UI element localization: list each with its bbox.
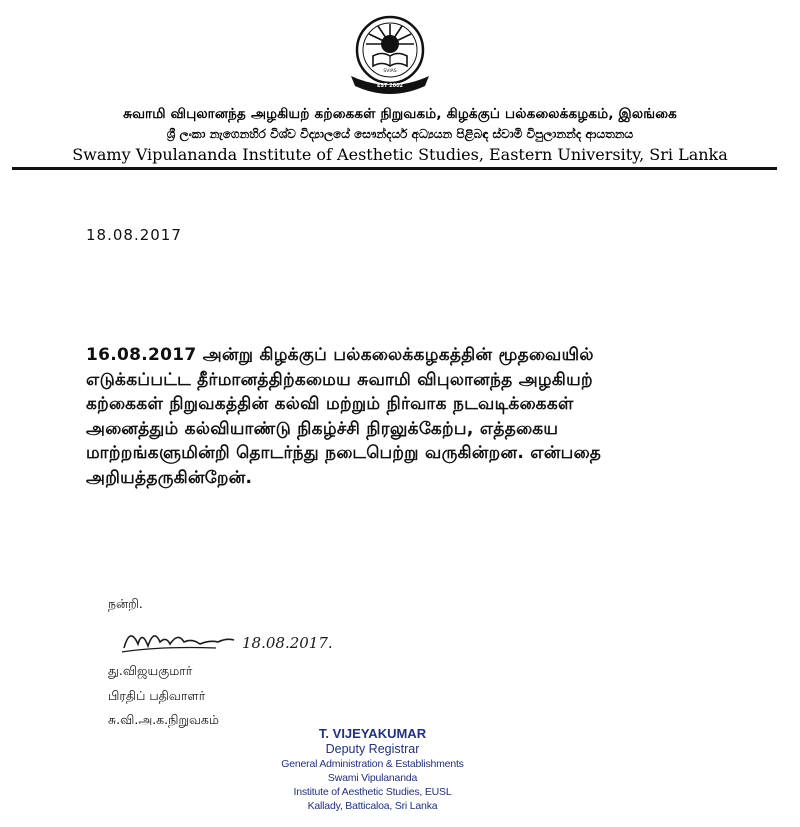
body-line: அறியத்தருகின்றேன். bbox=[86, 467, 253, 488]
signatory-title: பிரதிப் பதிவாளர் bbox=[108, 688, 206, 703]
stamp-line: General Administration & Establishments bbox=[281, 758, 464, 770]
letter-body bbox=[86, 343, 726, 490]
body-line: மாற்றங்களுமின்றி தொடர்ந்து நடைபெற்று வருகின்றன. என்பதை bbox=[86, 443, 602, 463]
official-stamp bbox=[265, 726, 480, 813]
svg-text:18.08.2017.: 18.08.2017. bbox=[242, 634, 333, 652]
letterhead-english-name: Swamy Vipulananda Institute of Aesthetic Studies, Eastern University, Sri Lanka bbox=[72, 145, 728, 164]
svg-text:EST 2002: EST 2002 bbox=[376, 83, 404, 89]
signatory-organization: சு.வி.அ.க.நிறுவகம் bbox=[108, 712, 219, 727]
body-line: அனைத்தும் கல்வியாண்டு நிகழ்ச்சி நிரலுக்கேற்ப, எத்தகைய bbox=[86, 418, 559, 439]
stamp-role: Deputy Registrar bbox=[325, 742, 420, 756]
institute-logo bbox=[345, 12, 435, 94]
letterhead-sinhala-name: ශ්‍රී ලංකා නැගෙනහිර විශ්ව විද්‍යාලයේ සෞන්දර්ය අධ්‍යයන පිළිබඳ ස්වාමි විපුලානන්ද ආයතනය bbox=[166, 127, 634, 141]
stamp-line: Swami Vipulananda bbox=[327, 772, 418, 784]
letterhead-tamil-name: சுவாமி விபுலானந்த அழகியற் கற்கைகள் நிறுவகம், கிழக்குப் பல்கலைக்கழகம், இலங்கை bbox=[123, 106, 677, 122]
body-line: 16.08.2017 அன்று கிழக்குப் பல்கலைக்கழகத்தின் மூதவையில் bbox=[86, 345, 594, 365]
stamp-name: T. VIJEYAKUMAR bbox=[318, 726, 427, 741]
svg-text:SVIAS: SVIAS bbox=[383, 69, 397, 74]
stamp-line: Kallady, Batticaloa, Sri Lanka bbox=[307, 800, 438, 812]
stamp-line: Institute of Aesthetic Studies, EUSL bbox=[293, 786, 452, 798]
signatory-name: து.விஜயகுமார் bbox=[108, 663, 193, 678]
letterhead-divider bbox=[12, 167, 777, 170]
letter-date: 18.08.2017 bbox=[86, 226, 182, 244]
letter-closing: நன்றி. bbox=[108, 596, 143, 611]
body-line: கற்கைகள் நிறுவகத்தின் கல்வி மற்றும் நிர்வாக நடவடிக்கைகள் bbox=[86, 394, 574, 414]
body-line: எடுக்கப்பட்ட தீர்மானத்திற்கமைய சுவாமி விபுலானந்த அழகியற் bbox=[86, 369, 593, 390]
handwritten-signature bbox=[120, 618, 350, 668]
